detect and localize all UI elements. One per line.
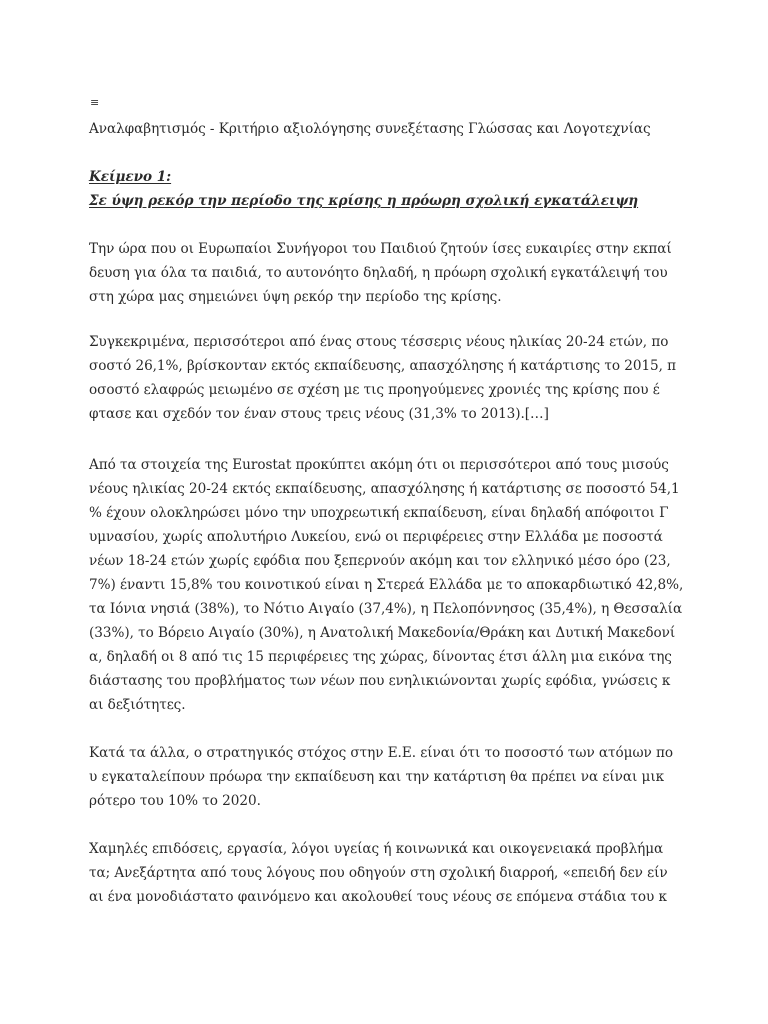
paragraph-line: υ εγκαταλείπουν πρόωρα την εκπαίδευση και την κατάρτιση θα πρέπει να είναι μικ <box>89 769 665 785</box>
section-label: Κείμενο 1: <box>89 169 172 185</box>
paragraph-line: ρότερο του 10% το 2020. <box>89 793 261 809</box>
paragraph-line: δευση για όλα τα παιδιά, το αυτονόητο δηλαδή, η πρόωρη σχολική εγκατάλειψή του <box>89 265 668 281</box>
paragraph-line: Συγκεκριμένα, περισσότεροι από ένας στους τέσσερις νέους ηλικίας 20-24 ετών, πο <box>89 334 669 350</box>
paragraph-line: α, δηλαδή οι 8 από τις 15 περιφέρειες της χώρας, δίνοντας έτσι άλλη μια εικόνα της <box>89 649 672 665</box>
paragraph-line: Κατά τα άλλα, ο στρατηγικός στόχος στην Ε.Ε. είναι ότι το ποσοστό των ατόμων πο <box>89 745 673 761</box>
paragraph-line: Από τα στοιχεία της Eurostat προκύπτει ακόμη ότι οι περισσότεροι από τους μισούς <box>89 457 669 473</box>
paragraph-line: οσοστό ελαφρώς μειωμένο σε σχέση με τις προηγούμενες χρονιές της κρίσης που έ <box>89 382 660 398</box>
paragraph-line: 7%) έναντι 15,8% του κοινοτικού είναι η Στερεά Ελλάδα με το αποκαρδιωτικό 42,8%, <box>89 577 684 593</box>
paragraph-line: Την ώρα που οι Ευρωπαίοι Συνήγοροι του Παιδιού ζητούν ίσες ευκαιρίες στην εκπαί <box>89 241 672 257</box>
paragraph-line: τα Ιόνια νησιά (38%), το Νότιο Αιγαίο (37,4%), η Πελοπόννησος (35,4%), η Θεσσαλία <box>89 601 683 617</box>
paragraph-line: Χαμηλές επιδόσεις, εργασία, λόγοι υγείας ή κοινωνικά και οικογενειακά προβλήμα <box>89 841 664 857</box>
paragraph-line: % έχουν ολοκληρώσει μόνο την υποχρεωτική εκπαίδευση, είναι δηλαδή απόφοιτοι Γ <box>89 505 669 521</box>
paragraph-line: νέων 18-24 ετών χωρίς εφόδια που ξεπερνούν ακόμη και τον ελληνικό μέσο όρο (23, <box>89 553 671 569</box>
paragraph-line: φτασε και σχεδόν τον έναν στους τρεις νέους (31,3% το 2013).[…] <box>89 406 549 422</box>
paragraph-line: αι δεξιότητες. <box>89 697 186 713</box>
paragraph-line: τα; Ανεξάρτητα από τους λόγους που οδηγούν στη σχολική διαρροή, «επειδή δεν είν <box>89 865 668 881</box>
document-title: Αναλφαβητισμός - Κριτήριο αξιολόγησης συνεξέτασης Γλώσσας και Λογοτεχνίας <box>89 121 651 137</box>
paragraph-line: νέους ηλικίας 20-24 εκτός εκπαίδευσης, απασχόλησης ή κατάρτισης σε ποσοστό 54,1 <box>89 481 680 497</box>
paragraph-line: στη χώρα μας σημειώνει ύψη ρεκόρ την περίοδο της κρίσης. <box>89 289 502 305</box>
article-title: Σε ύψη ρεκόρ την περίοδο της κρίσης η πρόωρη σχολική εγκατάλειψη <box>89 193 639 209</box>
paragraph-line: αι ένα μονοδιάστατο φαινόμενο και ακολουθεί τους νέους σε επόμενα στάδια του κ <box>89 889 667 905</box>
paragraph-line: διάστασης του προβλήματος των νέων που ενηλικιώνονται χωρίς εφόδια, γνώσεις κ <box>89 673 671 689</box>
paragraph-line: (33%), το Βόρειο Αιγαίο (30%), η Ανατολική Μακεδονία/Θράκη και Δυτική Μακεδονί <box>89 625 676 641</box>
paragraph-line: υμνασίου, χωρίς απολυτήριο Λυκείου, ενώ οι περιφέρειες στην Ελλάδα με ποσοστά <box>89 529 663 545</box>
paragraph-line: σοστό 26,1%, βρίσκονταν εκτός εκπαίδευσης, απασχόλησης ή κατάρτισης το 2015, π <box>89 358 677 374</box>
hamburger-icon[interactable]: ≡ <box>90 96 100 109</box>
